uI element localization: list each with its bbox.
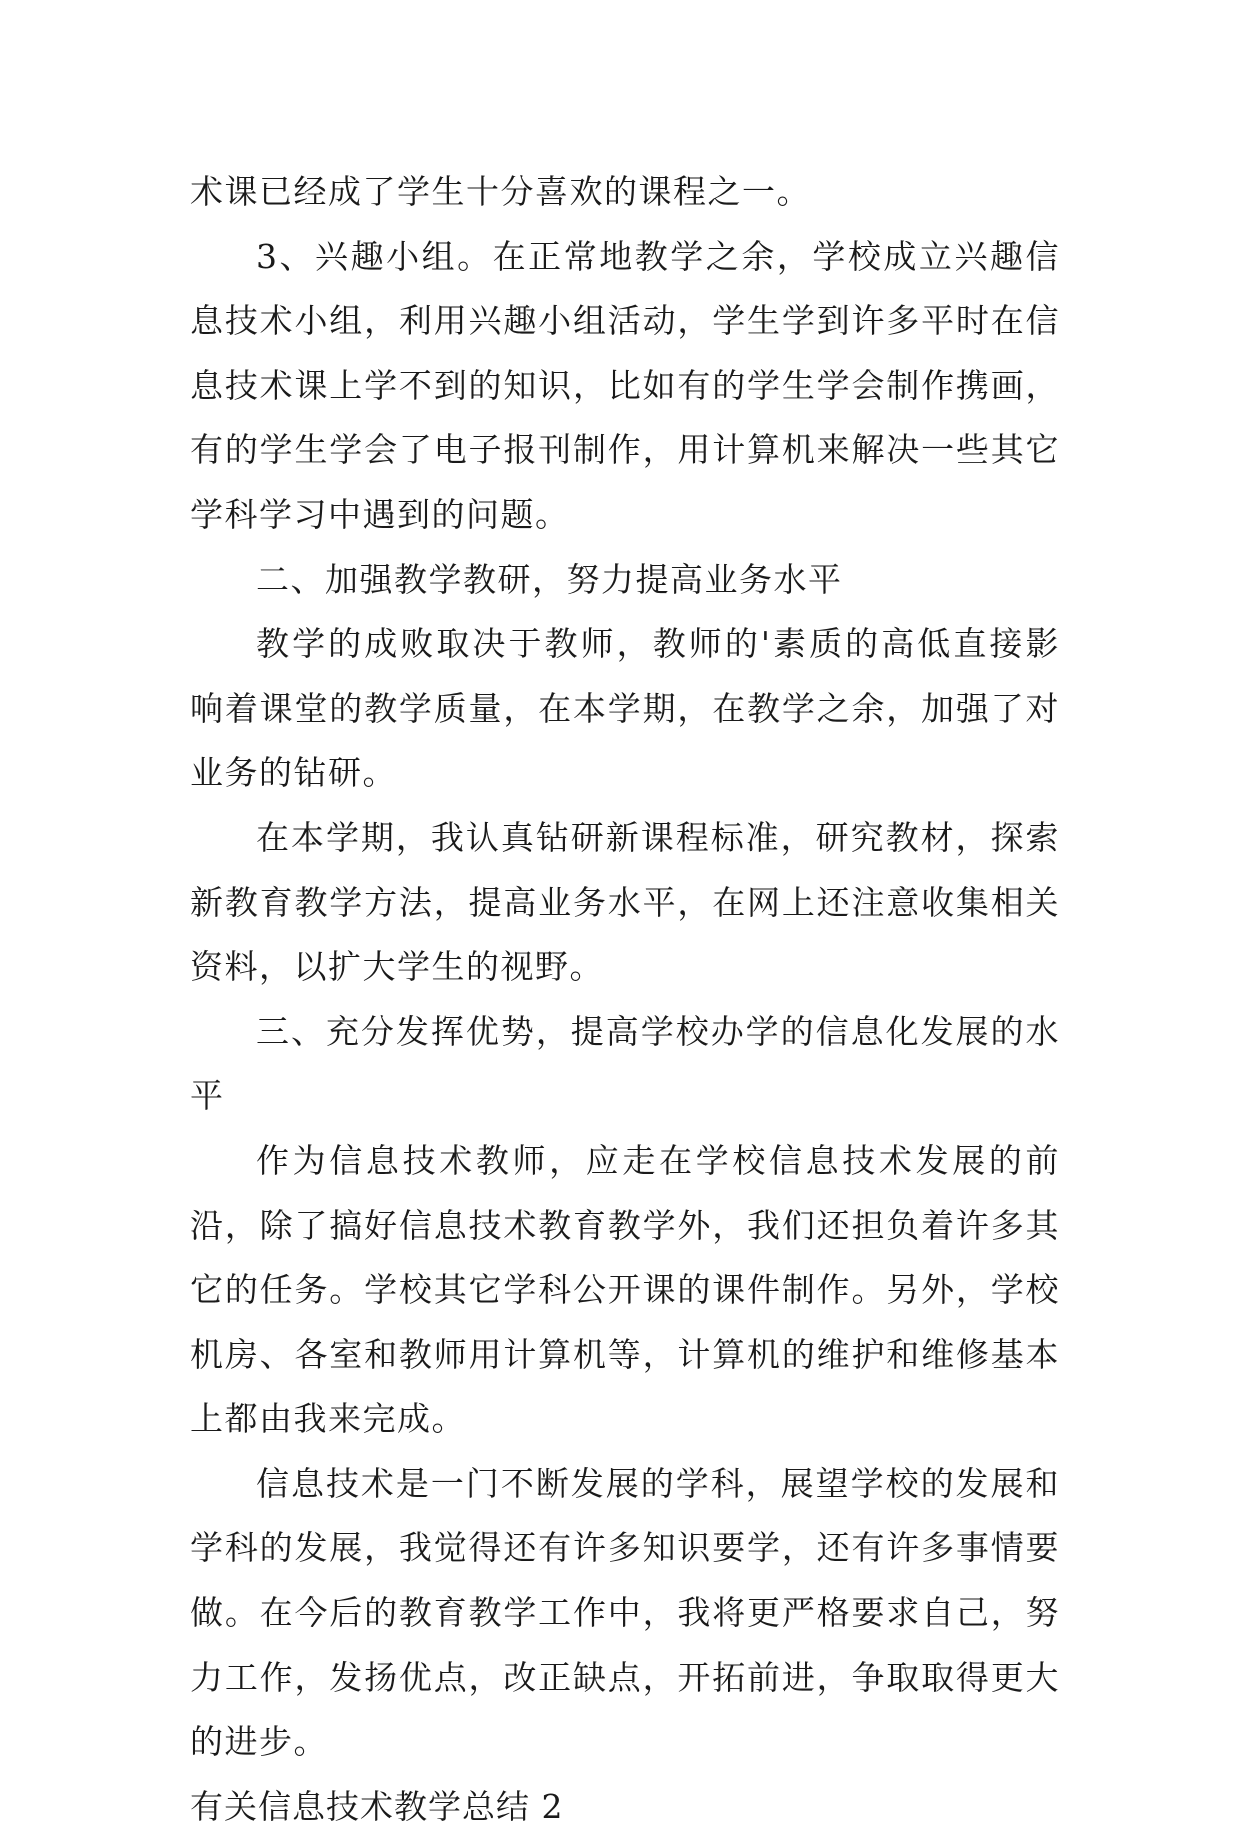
paragraph: 在本学期，我认真钻研新课程标准，研究教材，探索新教育教学方法，提高业务水平，在网上还注意收集相关资料，以扩大学生的视野。 <box>190 817 1060 987</box>
document-body <box>190 160 1060 1839</box>
paragraph: 3、兴趣小组。在正常地教学之余，学校成立兴趣信息技术小组，利用兴趣小组活动，学生学到许多平时在信息技术课上学不到的知识，比如有的学生学会制作携画，有的学生学会了电子报刊制作，用计算机来解决一些其它学科学习中遇到的问题。 <box>190 236 1060 534</box>
paragraph: 信息技术是一门不断发展的学科，展望学校的发展和学科的发展，我觉得还有许多知识要学，还有许多事情要做。在今后的教育教学工作中，我将更严格要求自己，努力工作，发扬优点，改正缺点，开拓前进，争取取得更大的进步。 <box>190 1463 1060 1762</box>
paragraph: 作为信息技术教师，应走在学校信息技术发展的前沿，除了搞好信息技术教育教学外，我们还担负着许多其它的任务。学校其它学科公开课的课件制作。另外，学校机房、各室和教师用计算机等，计算机的维护和维修基本上都由我来完成。 <box>190 1140 1060 1439</box>
paragraph: 教学的成败取决于教师，教师的'素质的高低直接影响着课堂的教学质量，在本学期，在教学之余，加强了对业务的钻研。 <box>190 624 1060 793</box>
section-heading: 二、加强教学教研，努力提高业务水平 <box>256 559 843 599</box>
section-heading: 三、充分发挥优势，提高学校办学的信息化发展的水平 <box>190 1011 1060 1116</box>
next-article-title: 有关信息技术教学总结 2 <box>190 1786 564 1826</box>
paragraph: 术课已经成了学生十分喜欢的课程之一。 <box>190 172 811 211</box>
